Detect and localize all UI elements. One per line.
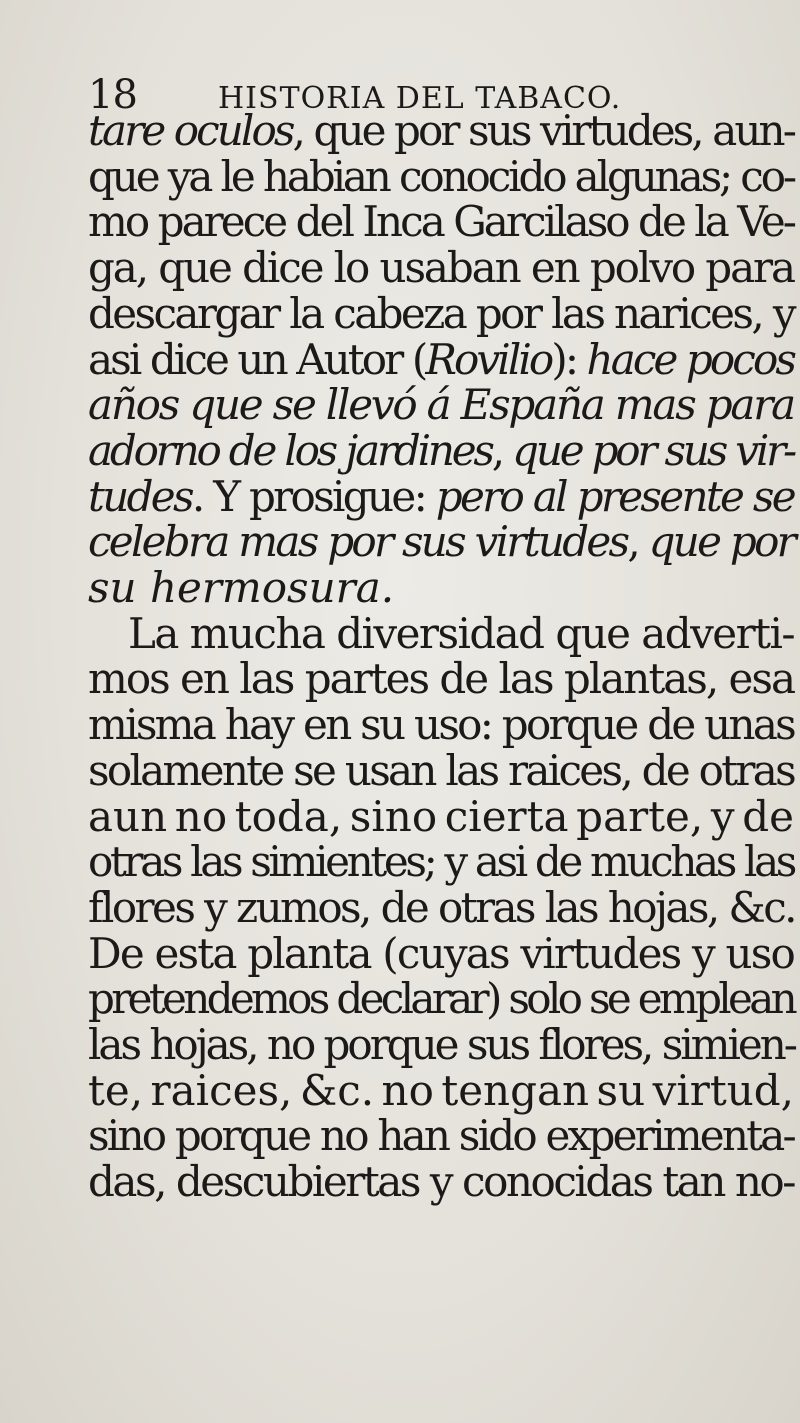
text-run: pretendemos declarar) solo se emplean <box>88 974 795 1024</box>
text-line <box>88 702 794 748</box>
italic-run: adorno de los jardines <box>88 425 492 475</box>
italic-run: su hermosura. <box>88 563 395 613</box>
text-line <box>88 1065 794 1115</box>
text-line <box>88 656 794 702</box>
text-run: te, raices, &c. no tengan su virtud, <box>88 1065 794 1115</box>
text-run: ): <box>551 334 587 384</box>
text-line <box>88 382 794 428</box>
text-line <box>88 425 795 475</box>
text-run: ga, que dice lo usaban en polvo para <box>88 243 794 293</box>
italic-run: pero al presente se <box>435 471 794 521</box>
text-run: De esta planta (cuyas virtudes y uso <box>88 928 794 978</box>
italic-run: que por sus vir- <box>512 425 795 475</box>
running-head: HISTORIA DEL TABACO. <box>218 81 622 116</box>
text-line <box>88 1159 794 1205</box>
text-line <box>88 334 794 384</box>
italic-run: tare oculos <box>88 106 293 155</box>
text-run: otras las simientes; y asi de muchas las <box>88 837 794 887</box>
text-line <box>88 471 794 521</box>
text-run: das, descubiertas y conocidas tan no- <box>88 1157 794 1207</box>
text-line <box>88 151 795 201</box>
text-run: aun no toda, sino cierta parte, y de <box>88 791 794 841</box>
italic-run: hace pocos <box>586 334 794 384</box>
text-run: asi dice un Autor ( <box>88 334 426 384</box>
text-run: misma hay en su uso: porque de unas <box>88 700 794 750</box>
text-line <box>88 791 794 841</box>
text-run: La mucha diversidad que adverti- <box>128 608 794 658</box>
text-line <box>88 1022 794 1068</box>
text-line <box>88 519 794 565</box>
text-run: flores y zumos, de otras las hojas, &c. <box>88 882 795 932</box>
text-line <box>88 565 794 611</box>
text-run: sino porque no han sido experimenta- <box>88 1111 794 1161</box>
text-line <box>88 199 794 245</box>
text-line <box>88 928 794 978</box>
text-run: . Y prosigue: <box>191 471 436 521</box>
text-line <box>88 882 795 932</box>
text-line <box>88 839 794 885</box>
italic-run: años que se llevó á España mas para <box>88 380 794 430</box>
text-line <box>88 108 794 154</box>
italic-run: que por <box>648 517 795 567</box>
text-line <box>88 745 794 795</box>
text-run: mos en las partes de las plantas, esa <box>88 654 794 704</box>
text-line <box>88 976 794 1022</box>
italic-run: Rovilio <box>425 334 552 384</box>
text-run: , <box>627 517 649 567</box>
text-line <box>88 288 794 338</box>
italic-run: celebra mas por sus virtudes <box>88 517 628 567</box>
text-run: solamente se usan las raices, de otras <box>88 745 794 795</box>
italic-run: tudes <box>88 471 192 521</box>
text-run: que ya le habian conocido algunas; co- <box>88 151 795 201</box>
page-number: 18 <box>88 72 137 118</box>
text-line <box>88 245 794 291</box>
body-text <box>88 108 794 1205</box>
text-run: , <box>491 425 513 475</box>
text-run: las hojas, no porque sus flores, simien- <box>88 1020 795 1070</box>
text-line <box>88 1113 794 1159</box>
text-run: mo parece del Inca Garcilaso de la Ve- <box>88 197 794 247</box>
text-line <box>88 608 794 658</box>
text-run: descargar la cabeza por las narices, y <box>88 288 794 338</box>
text-run: , que por sus virtudes, aun- <box>292 106 794 155</box>
